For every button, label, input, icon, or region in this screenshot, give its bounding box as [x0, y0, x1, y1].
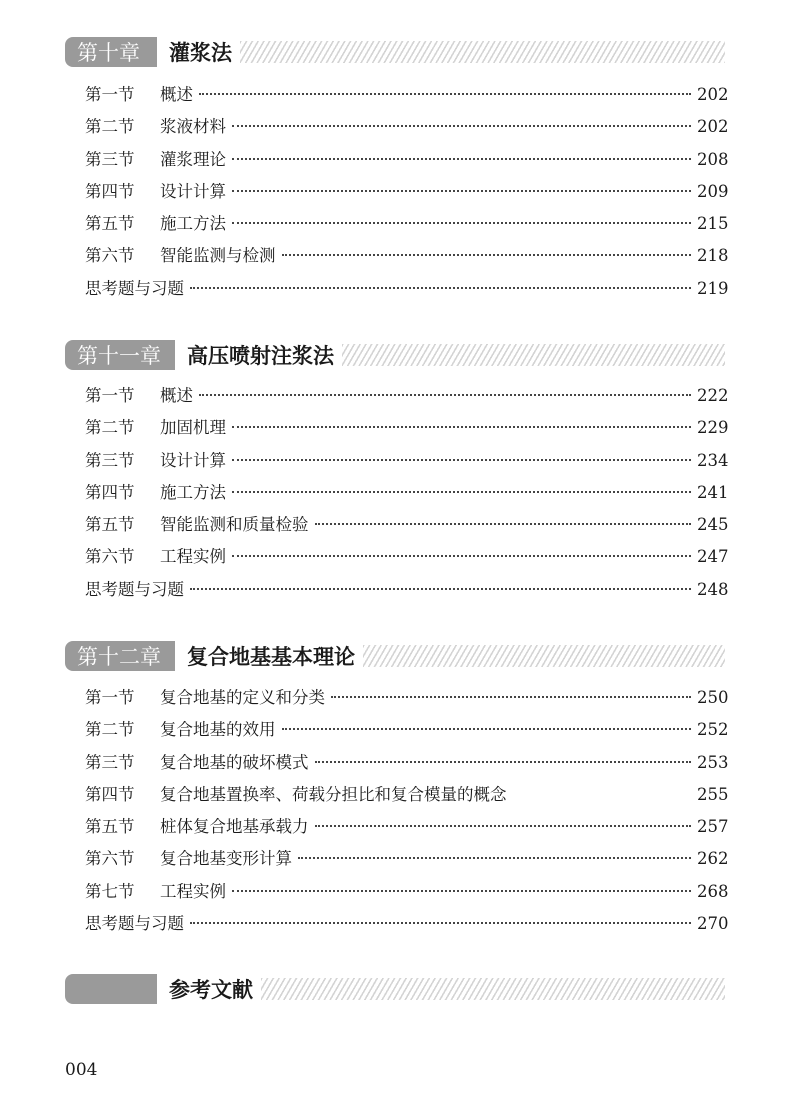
toc-entry[interactable]	[65, 445, 729, 477]
section-number: 第六节	[85, 849, 135, 869]
chapter-12	[65, 641, 729, 940]
toc-entry-exercises[interactable]	[65, 574, 729, 606]
toc-entry[interactable]	[65, 412, 729, 444]
page-ref: 222	[697, 386, 729, 405]
dot-leader	[331, 696, 691, 698]
section-title: 工程实例	[160, 547, 226, 567]
toc-entry[interactable]	[65, 240, 729, 272]
section-title: 工程实例	[160, 881, 226, 901]
dot-leader	[513, 793, 692, 795]
toc-entry[interactable]	[65, 779, 729, 811]
toc-entry[interactable]	[65, 477, 729, 509]
section-number: 第一节	[85, 386, 135, 405]
section-title: 复合地基变形计算	[160, 849, 292, 869]
section-number: 第四节	[85, 181, 135, 201]
chapter-10	[65, 37, 729, 305]
toc-entry[interactable]	[65, 144, 729, 176]
dot-leader	[199, 394, 691, 396]
section-number: 第一节	[85, 85, 135, 104]
chapter-title[interactable]: 灌浆法	[157, 37, 240, 67]
page-ref: 208	[697, 149, 729, 169]
page-ref: 241	[697, 482, 729, 502]
page-ref: 245	[697, 515, 729, 535]
section-number: 第六节	[85, 547, 135, 567]
decorative-hatch	[240, 41, 725, 63]
section-number: 第四节	[85, 482, 135, 502]
dot-leader	[315, 825, 692, 827]
toc-entry-exercises[interactable]	[65, 908, 729, 940]
section-title: 思考题与习题	[85, 278, 184, 298]
section-title: 浆液材料	[160, 117, 226, 137]
dot-leader	[199, 93, 691, 95]
section-number: 第二节	[85, 117, 135, 137]
chapter-label-tab: 第十二章	[65, 641, 175, 671]
decorative-hatch	[363, 645, 725, 667]
chapter-title[interactable]: 高压喷射注浆法	[175, 340, 342, 370]
page-ref: 215	[697, 214, 729, 234]
toc-entry[interactable]	[65, 509, 729, 541]
dot-leader	[232, 190, 691, 192]
chapter-header	[65, 37, 725, 67]
toc-entry[interactable]	[65, 747, 729, 779]
toc-entry[interactable]	[65, 682, 729, 714]
chapter-label-tab: 第十章	[65, 37, 157, 67]
page-ref: 257	[697, 817, 729, 837]
chapter-label-tab	[65, 974, 157, 1004]
toc-entry-exercises[interactable]	[65, 273, 729, 305]
decorative-hatch	[342, 344, 725, 366]
chapter-label-tab: 第十一章	[65, 340, 175, 370]
page-ref: 247	[697, 547, 729, 567]
toc-entry[interactable]	[65, 208, 729, 240]
section-title: 设计计算	[160, 450, 226, 470]
section-number: 第六节	[85, 246, 135, 266]
section-title: 智能监测与检测	[160, 246, 276, 266]
section-number: 第三节	[85, 752, 135, 772]
toc-entry[interactable]	[65, 541, 729, 573]
section-title: 施工方法	[160, 214, 226, 234]
dot-leader	[315, 761, 692, 763]
references-section	[65, 974, 725, 1004]
section-number: 第七节	[85, 881, 135, 901]
section-number: 第五节	[85, 515, 135, 535]
page-ref: 219	[697, 278, 729, 298]
page-ref: 202	[697, 85, 729, 104]
section-title: 施工方法	[160, 482, 226, 502]
section-number: 第二节	[85, 418, 135, 438]
chapter-header	[65, 340, 725, 370]
page-ref: 252	[697, 720, 729, 740]
section-title: 设计计算	[160, 181, 226, 201]
toc-entry[interactable]	[65, 714, 729, 746]
page-ref: 268	[697, 881, 729, 901]
page-ref: 234	[697, 450, 729, 470]
section-list	[65, 380, 729, 606]
section-title: 复合地基置换率、荷载分担比和复合模量的概念	[160, 784, 507, 804]
references-title[interactable]: 参考文献	[157, 974, 261, 1004]
section-title: 灌浆理论	[160, 149, 226, 169]
page-ref: 218	[697, 246, 729, 266]
dot-leader	[232, 426, 691, 428]
section-number: 第二节	[85, 720, 135, 740]
section-list	[65, 682, 729, 940]
dot-leader	[232, 491, 691, 493]
section-title: 复合地基的破坏模式	[160, 752, 309, 772]
dot-leader	[232, 459, 691, 461]
dot-leader	[190, 588, 691, 590]
chapter-header	[65, 974, 725, 1004]
toc-entry[interactable]	[65, 79, 729, 111]
decorative-hatch	[261, 978, 725, 1000]
section-title: 复合地基的定义和分类	[160, 688, 325, 707]
section-number: 第三节	[85, 450, 135, 470]
section-title: 加固机理	[160, 418, 226, 438]
section-title: 思考题与习题	[85, 579, 184, 599]
toc-entry[interactable]	[65, 843, 729, 875]
page-number: 004	[65, 1060, 98, 1080]
chapter-11	[65, 340, 729, 606]
toc-entry[interactable]	[65, 111, 729, 143]
toc-entry[interactable]	[65, 176, 729, 208]
toc-entry[interactable]	[65, 811, 729, 843]
dot-leader	[232, 890, 691, 892]
page-ref: 255	[697, 784, 729, 804]
section-title: 智能监测和质量检验	[160, 515, 309, 535]
section-title: 桩体复合地基承载力	[160, 817, 309, 837]
section-number: 第五节	[85, 817, 135, 837]
chapter-title[interactable]: 复合地基基本理论	[175, 641, 363, 671]
page-ref: 202	[697, 117, 729, 137]
page-ref: 209	[697, 181, 729, 201]
page-ref: 248	[697, 579, 729, 599]
toc-entry[interactable]	[65, 380, 729, 412]
page-ref: 253	[697, 752, 729, 772]
section-number: 第一节	[85, 688, 135, 707]
toc-entry[interactable]	[65, 876, 729, 908]
section-number: 第三节	[85, 149, 135, 169]
dot-leader	[282, 254, 692, 256]
section-title: 概述	[160, 85, 193, 104]
section-number: 第五节	[85, 214, 135, 234]
dot-leader	[298, 857, 691, 859]
dot-leader	[282, 728, 692, 730]
page-ref: 262	[697, 849, 729, 869]
dot-leader	[190, 922, 691, 924]
chapter-header	[65, 641, 725, 671]
dot-leader	[232, 555, 691, 557]
section-title: 概述	[160, 386, 193, 405]
page-ref: 270	[697, 914, 729, 934]
section-title: 复合地基的效用	[160, 720, 276, 740]
section-title: 思考题与习题	[85, 914, 184, 934]
dot-leader	[232, 125, 691, 127]
section-list	[65, 79, 729, 305]
dot-leader	[232, 222, 691, 224]
dot-leader	[232, 158, 691, 160]
page-ref: 250	[697, 688, 729, 707]
dot-leader	[315, 523, 692, 525]
dot-leader	[190, 287, 691, 289]
section-number: 第四节	[85, 784, 135, 804]
page-ref: 229	[697, 418, 729, 438]
